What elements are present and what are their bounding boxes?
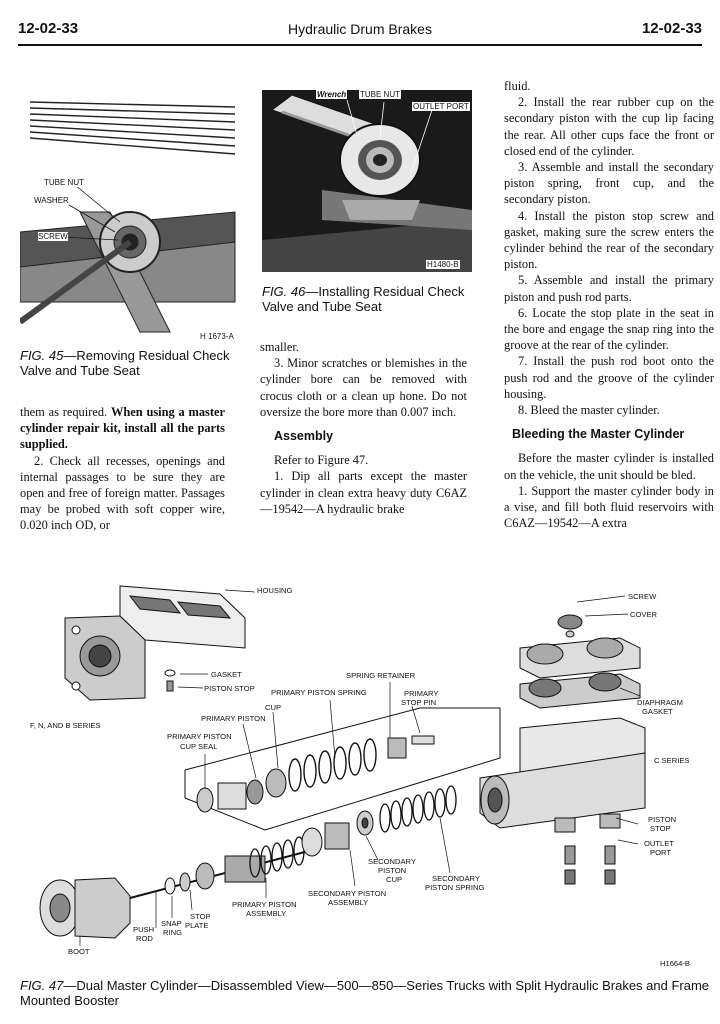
col3-paragraph-3: 4. Install the piston stop screw and gasket, making sure the screw enters the cylinder behind the rear of the secondary piston. [504,208,714,272]
col3-paragraph-2: 3. Assemble and install the secondary piston spring, front cup, and the secondary piston. [504,160,714,207]
figure-47-illustration [20,578,710,968]
label-primary-piston-cup-seal-2: CUP SEAL [180,742,218,751]
column-1-text [20,404,225,534]
label-outlet: OUTLET [644,839,674,848]
page-number-right: 12-02-33 [641,20,702,37]
fig46-code: H1480-B [427,260,459,269]
col3-paragraph-8: Before the master cylinder is installed on the vehicle, the unit should be bled. [504,451,714,482]
label-spring-retainer: SPRING RETAINER [346,671,416,680]
figure-45-illustration [20,92,242,342]
col3-paragraph-6: 7. Install the push rod boot onto the push rod and the groove of the cylinder housing. [504,354,714,401]
figure-45 [20,92,242,342]
fig45-caption-number: FIG. 45 [20,348,64,363]
figure-47 [20,578,710,968]
fig47-caption-text: —Dual Master Cylinder—Disassembled View—500—850—Series Trucks with Split Hydraulic Brakes and Frame Mounted Booster [20,978,710,1008]
col2-paragraph-1: smaller. [260,340,299,354]
label-secondary-cup-3: CUP [386,875,403,884]
label-piston-stop: PISTON STOP [204,684,255,693]
fig45-caption [20,348,240,378]
col3-paragraph-9: 1. Support the master cylinder body in a vise, and fill both fluid reservoirs with C6AZ—19542—A extra [504,483,714,531]
col2-paragraph-4: 1. Dip all parts except the master cylinder in clean extra heavy duty C6AZ—19542—A hydraulic brake [260,469,467,516]
label-housing: HOUSING [257,586,293,595]
label-primary: PRIMARY [404,689,439,698]
col1-p1-bold: When using a master cylinder repair kit, install all the parts supplied. [20,405,225,452]
label-diaphragm: DIAPHRAGM [637,698,683,707]
fig46-caption [262,284,472,314]
fig47-caption-number: FIG. 47 [20,978,64,993]
label-primary-piston-cup-seal-1: PRIMARY PISTON [167,732,232,741]
fig47-caption [20,978,710,1008]
col3-paragraph-4: 5. Assemble and install the primary piston and push rod parts. [504,273,714,304]
page-title: Hydraulic Drum Brakes [288,21,432,37]
fig45-caption-text: —Removing Residual Check Valve and Tube Seat [20,348,230,378]
label-primary-piston-spring: PRIMARY PISTON SPRING [271,688,367,697]
label-stop: STOP [650,824,671,833]
label-c-series: C SERIES [654,756,690,765]
label-stop-plate-2: PLATE [185,921,209,930]
fig46-caption-number: FIG. 46 [262,284,306,299]
label-secondary-piston-1: SECONDARY PISTON [308,889,387,898]
header-rule [18,44,702,46]
label-piston-spring: PISTON SPRING [425,883,485,892]
fig46-wrench-label: Wrench [317,90,347,99]
label-secondary-cup-2: PISTON [378,866,407,875]
column-3-text [504,78,714,531]
fig45-washer-label: WASHER [34,196,69,205]
label-stop-plate-1: STOP [190,912,211,921]
label-primary-piston-asm-2: ASSEMBLY [246,909,287,918]
label-screw: SCREW [628,592,657,601]
fig46-caption-text: —Installing Residual Check Valve and Tube Seat [262,284,465,314]
label-secondary-piston-2: ASSEMBLY [328,898,369,907]
figure-46 [262,90,472,272]
fig45-tube-nut-label: TUBE NUT [44,178,84,187]
figure-46-illustration [262,90,472,272]
label-piston: PISTON [648,815,677,824]
fig45-screw-label: SCREW [38,232,68,241]
col1-paragraph-1 [20,404,225,453]
column-2-text [260,339,467,517]
label-cup: CUP [265,703,282,712]
label-cover: COVER [630,610,658,619]
col2-paragraph-2: 3. Minor scratches or blemishes in the cylinder bore can be removed with crocus cloth or a clean up hone. Do not oversize the bore more than 0.007 inch. [260,356,467,419]
col3-paragraph-0: fluid. [504,79,531,93]
label-diaphragm-gasket: GASKET [642,707,673,716]
assembly-heading: Assembly [274,429,334,444]
fig46-outlet-port-label: OUTLET PORT [413,102,469,111]
label-gasket: GASKET [211,670,242,679]
col3-paragraph-7: 8. Bleed the master cylinder. [518,403,660,418]
label-rod: ROD [136,934,153,943]
label-port: PORT [650,848,671,857]
fig47-code: H1664-B [660,959,690,968]
label-series-fnb: F, N, AND B SERIES [30,721,101,730]
label-snap: SNAP [161,919,182,928]
label-primary-piston-asm-1: PRIMARY PISTON [232,900,297,909]
label-secondary-cup-1: SECONDARY [368,857,416,866]
col2-paragraph-3: Refer to Figure 47. [274,453,369,468]
col3-paragraph-1: 2. Install the rear rubber cup on the secondary piston with the cup lip facing the rear. All other cups face the front or closed end of the cylinder. [504,95,714,158]
bleeding-heading: Bleeding the Master Cylinder [512,427,685,442]
page-number-left: 12-02-33 [18,20,79,37]
col1-p1-normal: them as required. [20,405,111,419]
col1-paragraph-2: 2. Check all recesses, openings and internal passages to be sure they are open and free of foreign matter. Passages may be probed with soft copper wire, 0.020 inch OD, or [20,453,225,533]
label-ring: RING [163,928,182,937]
col3-paragraph-5: 6. Locate the stop plate in the seat in the bore and engage the snap ring into the groove at the rear of the cylinder. [504,305,714,353]
label-push: PUSH [133,925,155,934]
label-secondary: SECONDARY [432,874,480,883]
fig45-code: H 1673-A [200,332,234,341]
label-primary-piston: PRIMARY PISTON [201,714,266,723]
label-stop-pin: STOP PIN [401,698,437,707]
fig46-tube-nut-label: TUBE NUT [360,90,400,99]
label-boot: BOOT [68,947,90,956]
